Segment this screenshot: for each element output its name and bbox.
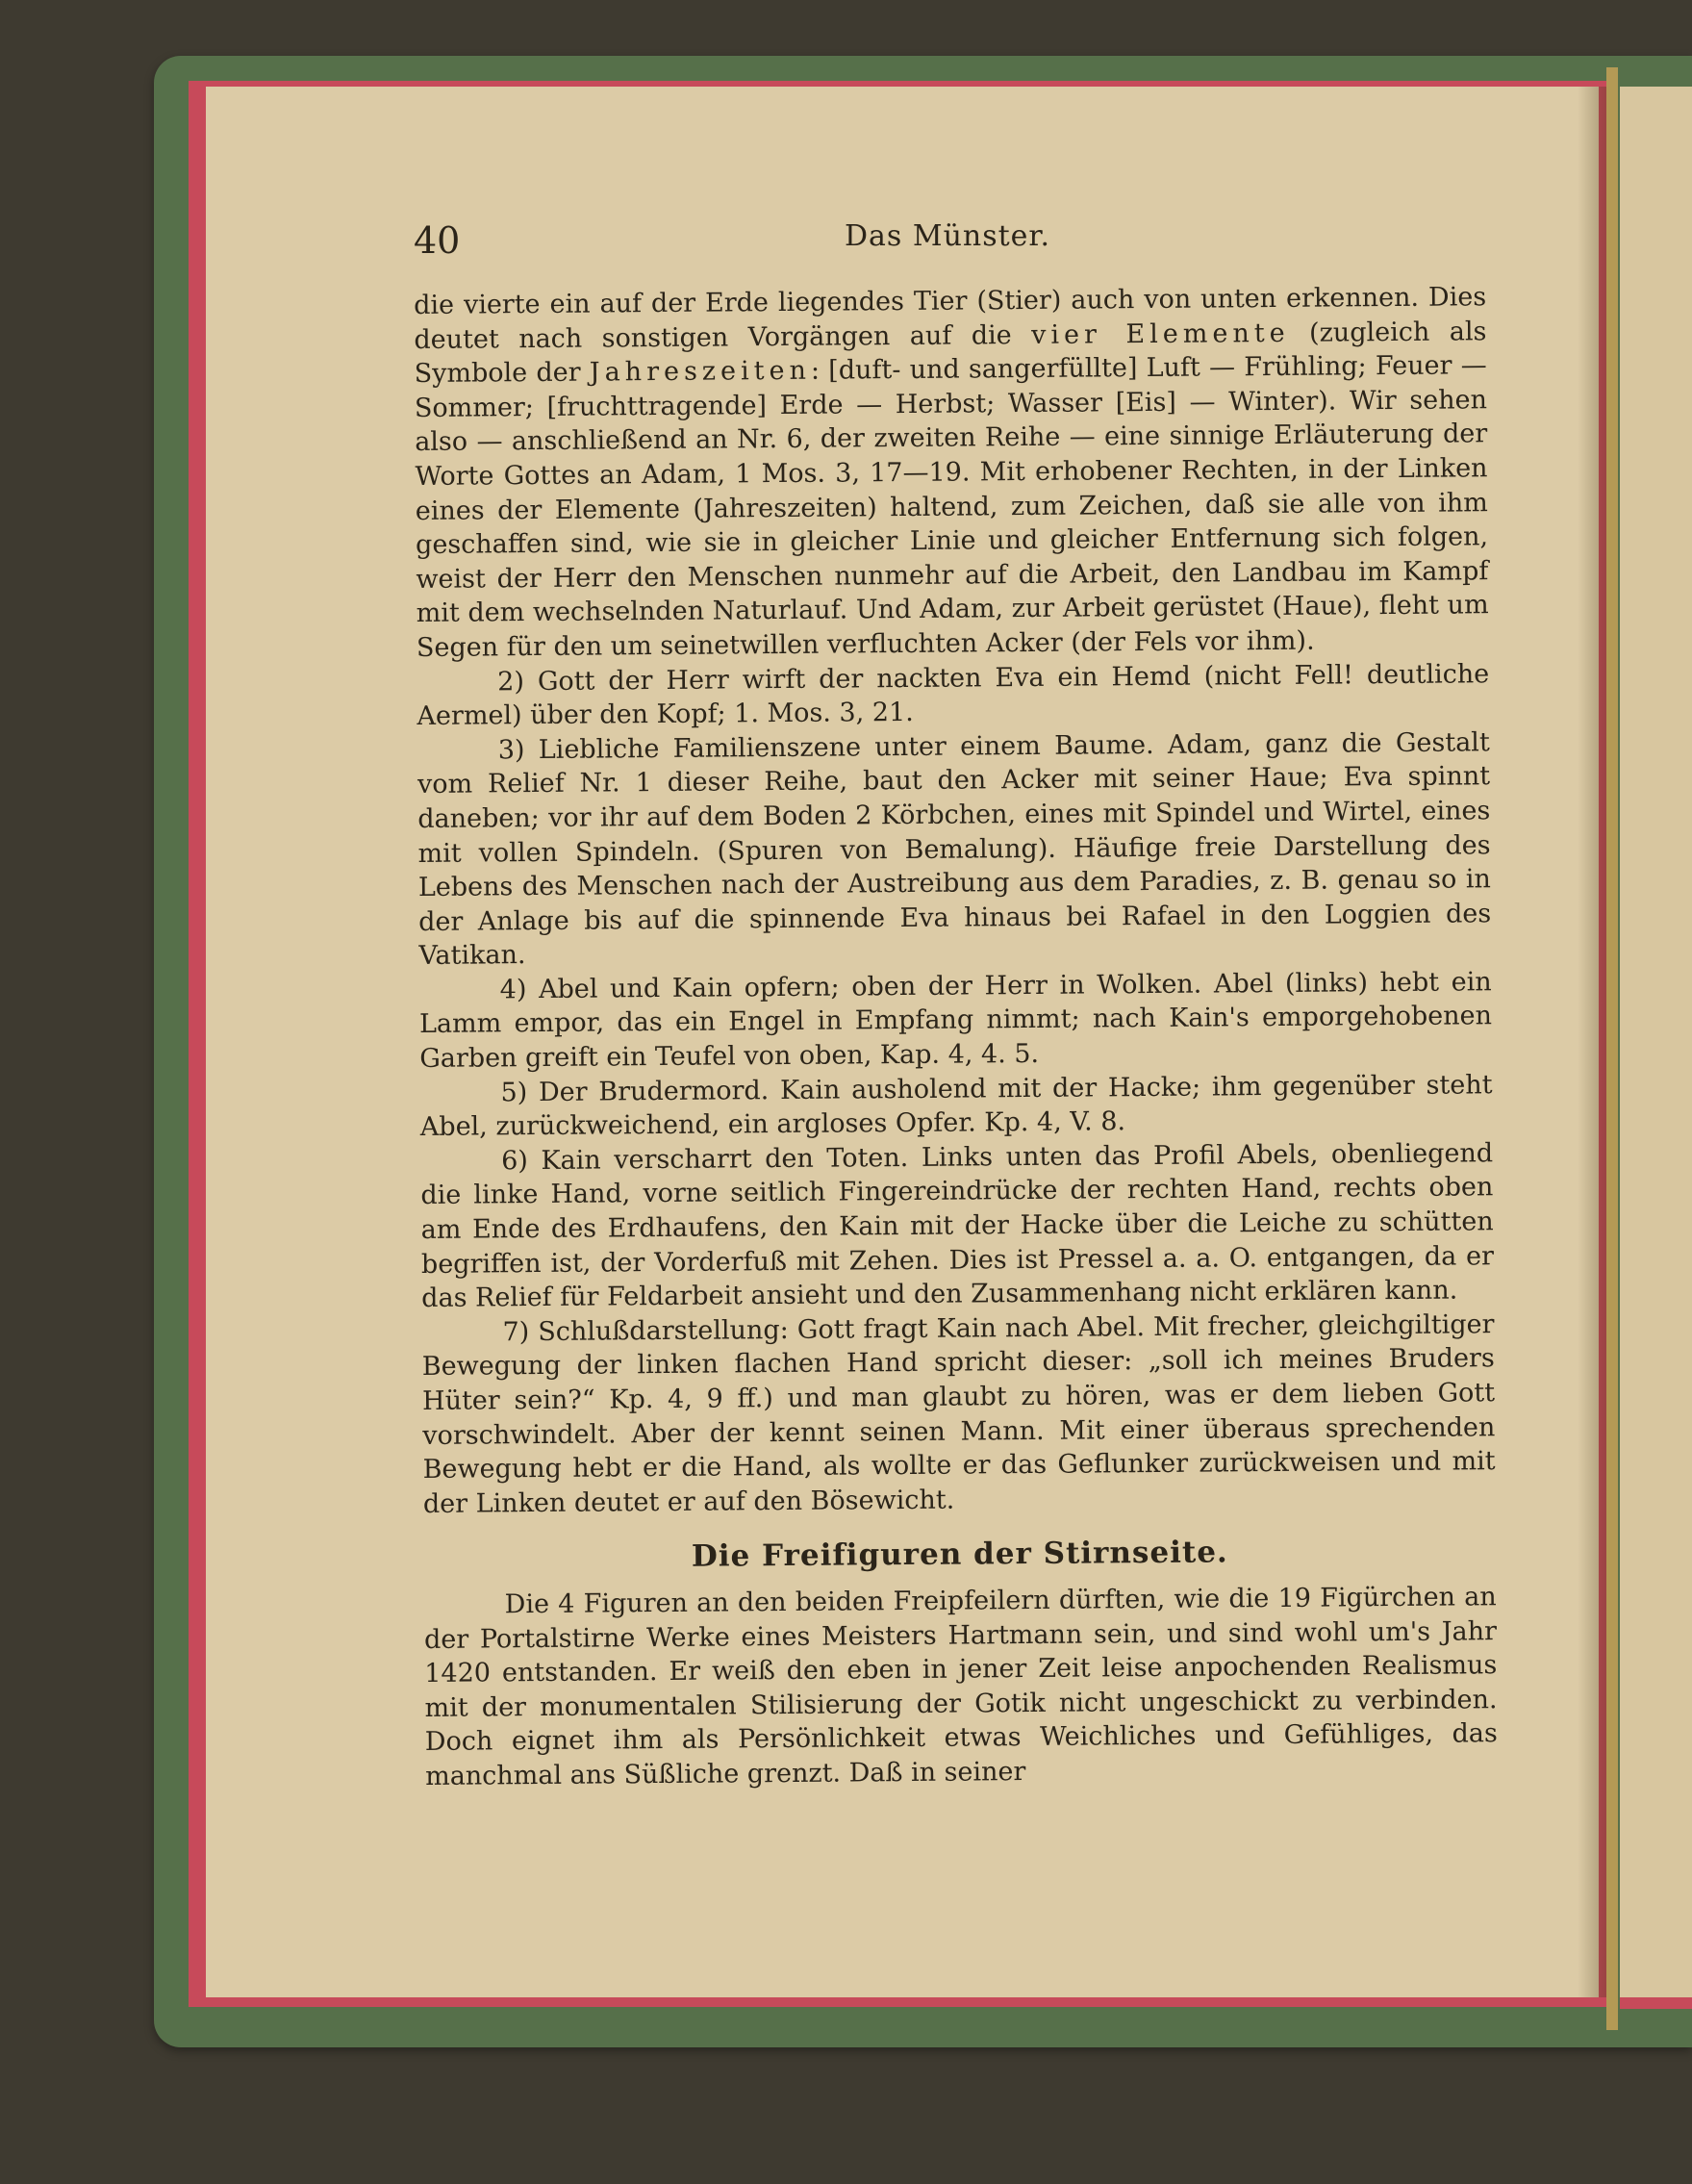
emphasis-text: Jahreszeiten: [589, 355, 812, 388]
body-text: [414, 280, 1498, 1793]
text-span: die vierte ein auf der Erde liegendes Tier (Stier) auch von unten erkennen. Dies deutet nach sonstigen Vorgängen auf die: [414, 282, 1487, 355]
paragraph-item-2: 2) Gott der Herr wirft der nackten Eva ein Hemd (nicht Fell! deutliche Aermel) über den Kopf; 1. Mos. 3, 21.: [417, 658, 1490, 732]
paragraph-item-6: 6) Kain verscharrt den Toten. Links unten das Profil Abels, obenliegend die linke Hand, vorne seitlich Fingereindrücke der rechten Hand, rechts oben am Ende des Erdhaufens, den Kain mit der Hacke über die Leiche zu schütten begriffen ist, der Vorderfuß mit Zehen. Dies ist Pressel a. a. O. entgangen, da er das Relief für Feldarbeit ansieht und den Zusammenhang nicht erklären kann.: [420, 1138, 1495, 1314]
paragraph-item-7: 7) Schlußdarstellung: Gott fragt Kain nach Abel. Mit frecher, gleichgiltiger Bewegung der linken flachen Hand spricht dieser: „soll ich meines Bruders Hüter sein?“ Kp. 4, 9 ff.) und man glaubt zu hören, was er dem lieben Gott vorschwindelt. Aber der kennt seinen Mann. Mit einer überaus sprechenden Bewegung hebt er die Hand, als wollte er das Geflunker zurückweisen und mit der Linken deutet er auf den Bösewicht.: [421, 1309, 1496, 1519]
text-span: : [duft- und sangerfüllte] Luft — Frühling; Feuer — Sommer; [fruchttragende] Erde — Herbst; Wasser [Eis] — Winter). Wir sehen also — anschließend an Nr. 6, der zweiten Reihe — eine sinnige Erläuterung der Worte Gottes an Adam, 1 Mos. 3, 17—19. Mit erhobener Rechten, in der Linken eines der Elemente (Jahreszeiten) haltend, zum Zeichen, daß sie alle von ihm geschaffen sind, wie sie in gleicher Linie und gleicher Entfernung sich folgen, weist der Herr den Menschen nunmehr auf die Arbeit, den Landbau im Kampf mit dem wechselnden Naturlauf. Und Adam, zur Arbeit gerüstet (Haue), fleht um Segen für den um seinetwillen verfluchten Acker (der Fels vor ihm).: [414, 350, 1489, 663]
facing-page: [1620, 87, 1692, 1997]
paragraph-item-4: 4) Abel und Kain opfern; oben der Herr in Wolken. Abel (links) hebt ein Lamm empor, das ein Engel in Empfang nimmt; nach Kain's emporgehobenen Garben greift ein Teufel von oben, Kap. 4, 4. 5.: [418, 967, 1493, 1075]
paragraph-item-5: 5) Der Brudermord. Kain ausholend mit der Hacke; ihm gegenüber steht Abel, zurückweichend, ein argloses Opfer. Kp. 4, V. 8.: [419, 1069, 1493, 1143]
running-header: [414, 216, 1481, 262]
section-heading: Die Freifiguren der Stirnseite.: [691, 1535, 1228, 1575]
facing-page-edge: [1620, 1997, 1692, 2009]
paragraph-continuation: [414, 280, 1489, 665]
text-span: (zugleich als Symbole der: [414, 316, 1487, 390]
paragraph-section-intro: Die 4 Figuren an den beiden Freipfeilern dürften, wie die 19 Figürchen an der Portalstirne Werke eines Meisters Hartmann sein, und sind wohl um's Jahr 1420 entstanden. Er weiß den eben in jener Zeit leise anpochenden Realismus mit der monumentalen Stilisierung der Gotik nicht ungeschickt zu verbinden. Doch eignet ihm als Persönlichkeit etwas Weichliches und Gefühliges, das manchmal ans Süßliche grenzt. Daß in seiner: [423, 1582, 1498, 1791]
book-spine-gutter: [1606, 67, 1618, 2030]
page-number: 40: [414, 219, 461, 262]
page-gutter-shadow: [1578, 87, 1606, 1997]
emphasis-text: vier Elemente: [1031, 317, 1290, 350]
running-title: Das Münster.: [844, 219, 1051, 253]
paragraph-item-3: 3) Liebliche Familienszene unter einem Baume. Adam, ganz die Gestalt vom Relief Nr. 1 dieser Reihe, baut den Acker mit seiner Haue; Eva spinnt daneben; vor ihr auf dem Boden 2 Körbchen, eines mit Spindel und Wirtel, eines mit vollen Spindeln. (Spuren von Bemalung). Häufige freie Darstellung des Lebens des Menschen nach der Austreibung aus dem Paradies, z. B. genau so in der Anlage bis auf die spinnende Eva hinaus bei Rafael in den Loggien des Vatikan.: [417, 726, 1492, 972]
